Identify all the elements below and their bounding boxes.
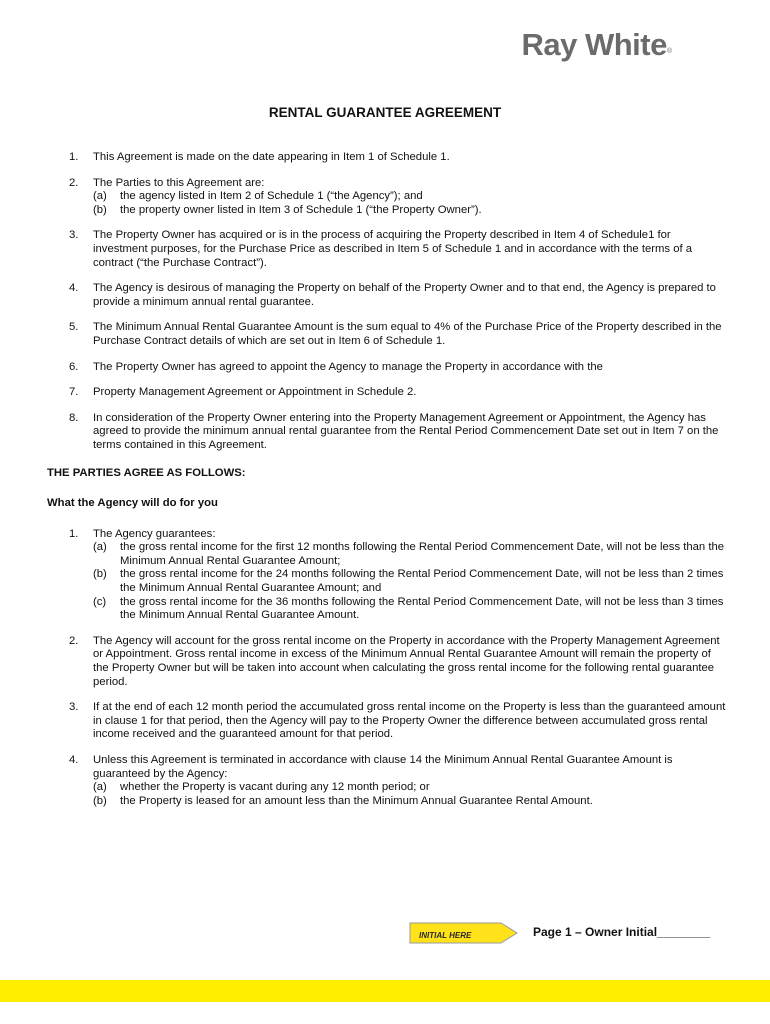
- recital-item: [47, 321, 727, 348]
- clause-item: [47, 701, 727, 742]
- document-body: [47, 151, 727, 820]
- clauses-list: [47, 528, 727, 809]
- recital-item: [47, 151, 727, 165]
- item-number: 2.: [69, 176, 79, 189]
- item-number: 8.: [69, 411, 79, 424]
- item-number: 7.: [69, 386, 79, 399]
- item-number: 1.: [69, 527, 79, 540]
- item-number: 4.: [69, 282, 79, 295]
- sub-item-text: the Property is leased for an amount less than the Minimum Annual Guarantee Rental Amount.: [120, 794, 593, 807]
- recitals-list: [47, 151, 727, 453]
- sub-item: [93, 795, 727, 809]
- sub-item-label: (a): [93, 541, 107, 554]
- sub-item-label: (a): [93, 190, 107, 203]
- sub-item-text: the agency listed in Item 2 of Schedule 1 (“the Agency”); and: [120, 190, 423, 203]
- sub-item: [93, 568, 727, 595]
- page-owner-initial: Page 1 – Owner Initial________: [533, 925, 711, 939]
- recital-item: [47, 282, 727, 309]
- item-text: Property Management Agreement or Appointment in Schedule 2.: [93, 386, 417, 399]
- clause-item: [47, 635, 727, 689]
- item-text: The Agency guarantees:: [93, 527, 216, 540]
- footer-yellow-bar: [0, 980, 770, 1002]
- sub-item-label: (c): [93, 595, 107, 608]
- clause-item: [47, 754, 727, 808]
- sub-item: [93, 596, 727, 623]
- sub-item: [93, 781, 727, 795]
- sub-item-text: the gross rental income for the 24 months following the Rental Period Commencement Date, will not be less than 2 times the Minimum Annual Rental Guarantee Amount; and: [120, 568, 724, 595]
- sub-item-label: (b): [93, 568, 107, 581]
- sub-item: [93, 541, 727, 568]
- item-text: The Property Owner has agreed to appoint the Agency to manage the Property in accordance with the: [93, 360, 603, 373]
- clause-item: [47, 528, 727, 623]
- item-text: Unless this Agreement is terminated in accordance with clause 14 the Minimum Annual Rental Guarantee Amount is guaranteed by the Agency:: [93, 754, 673, 780]
- logo-text: Ray White: [521, 27, 667, 62]
- sub-item-text: the gross rental income for the first 12 months following the Rental Period Commencement Date, will not be less than the Minimum Annual Rental Guarantee Amount;: [120, 541, 725, 567]
- item-number: 2.: [69, 634, 79, 647]
- sub-item-text: whether the Property is vacant during any 12 month period; or: [120, 781, 430, 794]
- item-text: The Agency will account for the gross rental income on the Property in accordance with the Property Management Agreement or Appointment. Gross rental income in excess of the Minimum Annual Rental Guarantee Amount will remain the property of the Property Owner but will be taken into account when calculating the gross rental income for the following rental guarantee period.: [93, 634, 720, 688]
- ray-white-logo: [521, 27, 672, 62]
- item-number: 4.: [69, 754, 79, 766]
- item-text: The Minimum Annual Rental Guarantee Amount is the sum equal to 4% of the Purchase Price of the Property described in the Purchase Contract details of which are set out in Item 6 of Schedule 1.: [93, 321, 722, 347]
- item-text: The Agency is desirous of managing the Property on behalf of the Property Owner and to that end, the Agency is prepared to provide a minimum annual rental guarantee.: [93, 282, 716, 308]
- recital-item: [47, 361, 727, 375]
- registered-mark: ®: [666, 48, 672, 55]
- sub-item-label: (b): [93, 203, 107, 216]
- item-text: If at the end of each 12 month period the accumulated gross rental income on the Property is less than the guaranteed amount in clause 1 for that period, then the Agency will pay to the Property Owner the difference between accumulated gross rental income received and the guaranteed amount for that period.: [93, 701, 726, 741]
- item-number: 3.: [69, 701, 79, 714]
- recital-item: [47, 412, 727, 453]
- initial-here-label: INITIAL HERE: [419, 931, 472, 940]
- sub-item: [93, 204, 727, 218]
- item-text: The Property Owner has acquired or is in the process of acquiring the Property described in Item 4 of Schedule1 for investment purposes, for the Purchase Price as described in Item 5 of Schedule 1 and in accordance with the terms of a contract (“the Purchase Contract”).: [93, 229, 693, 269]
- document-title: RENTAL GUARANTEE AGREEMENT: [268, 105, 502, 120]
- agency-heading: What the Agency will do for you: [47, 497, 218, 510]
- parties-heading: THE PARTIES AGREE AS FOLLOWS:: [47, 466, 246, 479]
- item-text: The Parties to this Agreement are:: [93, 176, 265, 189]
- sub-item-label: (b): [93, 794, 107, 807]
- item-text: In consideration of the Property Owner entering into the Property Management Agreement or Appointment, the Agency has agreed to provide the minimum annual rental guarantee from the Rental Period Commencement Date set out in Item 7 on the terms contained in this Agreement.: [93, 411, 719, 451]
- sub-item-label: (a): [93, 781, 107, 794]
- item-number: 5.: [69, 321, 79, 334]
- recital-item: [47, 177, 727, 218]
- sub-item-text: the property owner listed in Item 3 of Schedule 1 (“the Property Owner”).: [120, 203, 482, 216]
- sub-item-text: the gross rental income for the 36 months following the Rental Period Commencement Date, will not be less than 3 times the Minimum Annual Rental Guarantee Amount.: [120, 595, 724, 622]
- item-number: 6.: [69, 360, 79, 373]
- item-number: 1.: [69, 151, 79, 163]
- sub-item: [93, 190, 727, 204]
- item-text: This Agreement is made on the date appearing in Item 1 of Schedule 1.: [93, 151, 450, 163]
- recital-item: [47, 386, 727, 400]
- item-number: 3.: [69, 229, 79, 242]
- recital-item: [47, 229, 727, 270]
